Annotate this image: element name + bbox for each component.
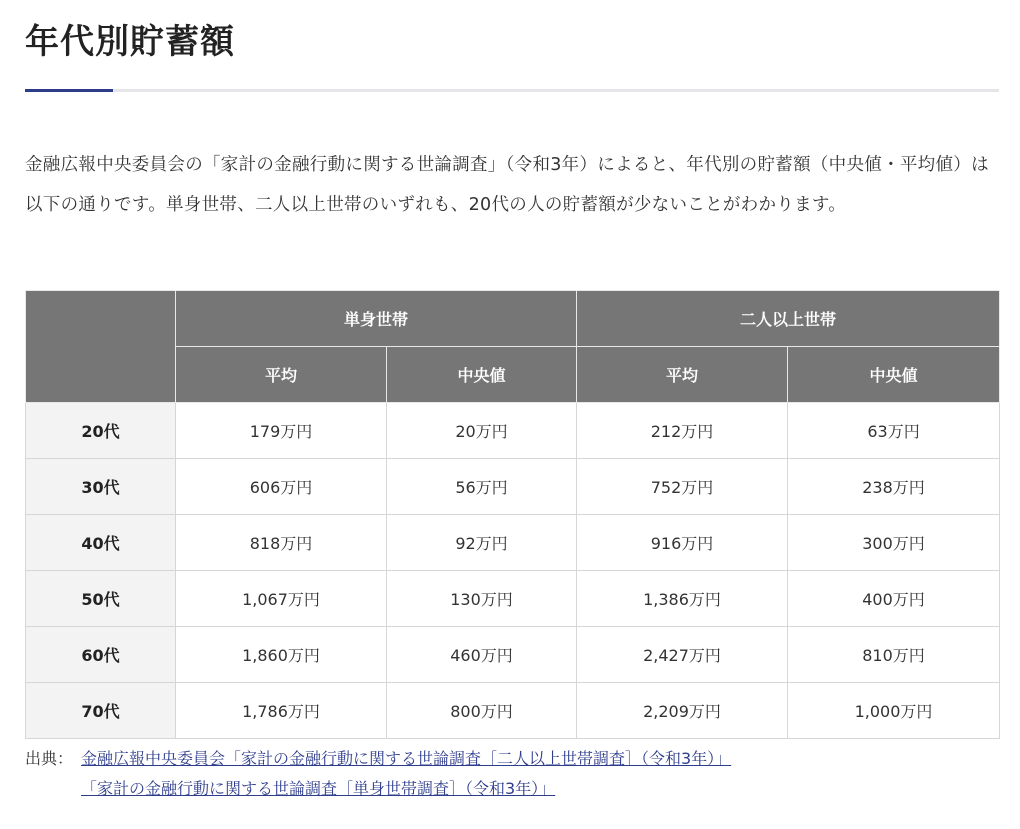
title-divider-accent [25,89,113,92]
table-cell: 300万円 [788,515,1000,571]
table-cell: 56万円 [387,459,577,515]
table-cell: 1,000万円 [788,683,1000,739]
page-title: 年代別貯蓄額 [25,22,235,62]
table-cell: 179万円 [176,403,387,459]
row-header-age: 60代 [26,627,176,683]
table-row [26,515,1000,571]
table-cell: 800万円 [387,683,577,739]
savings-by-age-table [25,290,1000,739]
group-header-single: 単身世帯 [176,291,577,347]
table-cell: 1,386万円 [577,571,788,627]
table-cell: 818万円 [176,515,387,571]
source-line-2 [25,774,731,804]
table-cell: 916万円 [577,515,788,571]
table-cell: 460万円 [387,627,577,683]
table-cell: 212万円 [577,403,788,459]
table-cell: 20万円 [387,403,577,459]
table-cell: 238万円 [788,459,1000,515]
table-cell: 752万円 [577,459,788,515]
table-row [26,627,1000,683]
row-header-age: 20代 [26,403,176,459]
table-cell: 92万円 [387,515,577,571]
table-row [26,571,1000,627]
table-row [26,459,1000,515]
table-cell: 63万円 [788,403,1000,459]
table-row [26,403,1000,459]
intro-paragraph: 金融広報中央委員会の「家計の金融行動に関する世論調査」（令和3年）によると、年代別の貯蓄額（中央値・平均値）は以下の通りです。単身世帯、二人以上世帯のいずれも、20代の人の貯蓄額が少ないことがわかります。 [25,155,989,215]
sub-header-single-average: 平均 [176,347,387,403]
table-cell: 810万円 [788,627,1000,683]
row-header-age: 40代 [26,515,176,571]
table-cell: 130万円 [387,571,577,627]
group-header-multi: 二人以上世帯 [577,291,1000,347]
source-label: 出典： [25,749,74,768]
table-cell: 606万円 [176,459,387,515]
row-header-age: 70代 [26,683,176,739]
source-link-multi-household[interactable]: 金融広報中央委員会「家計の金融行動に関する世論調査［二人以上世帯調査］（令和3年）」 [81,749,732,768]
table-cell: 400万円 [788,571,1000,627]
table-cell: 1,786万円 [176,683,387,739]
source-line-1 [25,744,731,774]
source-link-single-household[interactable]: 「家計の金融行動に関する世論調査［単身世帯調査］（令和3年）」 [81,779,556,798]
sub-header-multi-median: 中央値 [788,347,1000,403]
table-cell: 1,860万円 [176,627,387,683]
table-cell: 2,209万円 [577,683,788,739]
row-header-age: 30代 [26,459,176,515]
table-row [26,683,1000,739]
table-cell: 2,427万円 [577,627,788,683]
source-citation [25,744,731,804]
sub-header-single-median: 中央値 [387,347,577,403]
row-header-age: 50代 [26,571,176,627]
title-divider [25,89,999,92]
sub-header-multi-average: 平均 [577,347,788,403]
table-cell: 1,067万円 [176,571,387,627]
corner-header-cell [26,291,176,403]
